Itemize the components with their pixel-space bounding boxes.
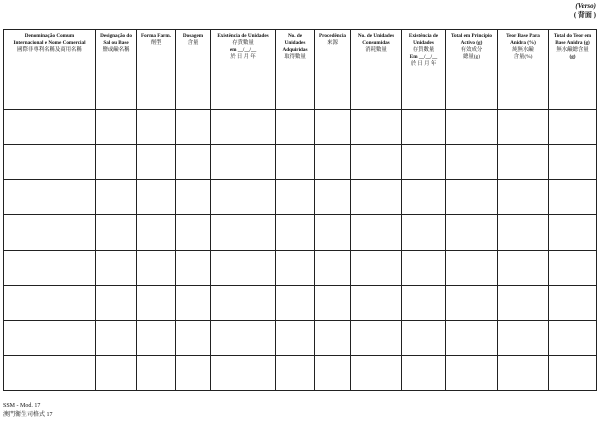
column-header-line: 含量 [187,40,199,46]
column-header-line: Consumidas [362,40,390,46]
table-cell[interactable] [446,215,498,250]
table-cell[interactable] [446,145,498,180]
table-cell[interactable] [4,110,96,145]
table-cell[interactable] [446,180,498,215]
table-cell[interactable] [137,355,176,390]
table-cell[interactable] [402,110,446,145]
table-row [4,355,597,390]
table-row [4,180,597,215]
column-header-line: Activo (g) [460,40,483,46]
column-header-line: Internacional e Nome Comercial [13,40,86,46]
table-cell[interactable] [176,145,211,180]
column-header [96,30,137,110]
table-cell[interactable] [498,145,549,180]
column-header-line: Unidades [284,40,306,46]
table-cell[interactable] [315,355,351,390]
table-row [4,320,597,355]
table-cell[interactable] [446,355,498,390]
table-cell[interactable] [498,180,549,215]
column-header-line: Adquiridas [282,47,308,53]
table-cell[interactable] [498,250,549,285]
column-header [446,30,498,110]
table-cell[interactable] [498,215,549,250]
table-cell[interactable] [137,215,176,250]
table-row [4,285,597,320]
table-cell[interactable] [211,180,276,215]
column-header-line: 純無水鹼 [512,47,534,53]
table-cell[interactable] [137,180,176,215]
table-cell[interactable] [498,320,549,355]
table-cell[interactable] [351,320,402,355]
column-header [211,30,276,110]
table-cell[interactable] [137,250,176,285]
table-cell[interactable] [276,215,315,250]
column-header-line: 於 日 月 年 [410,61,437,67]
table-cell[interactable] [498,355,549,390]
table-cell[interactable] [96,250,137,285]
column-header-line: 總量(g) [462,54,481,60]
column-header-line: Sal ou Base [103,40,129,46]
column-header-line: 於 日 月 年 [230,54,256,60]
table-cell[interactable] [211,145,276,180]
column-header-line: Dosagem [182,33,204,39]
table-cell[interactable] [176,110,211,145]
table-cell[interactable] [276,285,315,320]
table-cell[interactable] [176,320,211,355]
column-header-line: Base Anidra (g) [555,40,590,46]
verso-text-zh: ( 背面 ) [573,11,596,19]
table-cell[interactable] [315,145,351,180]
table-cell[interactable] [96,320,137,355]
table-cell[interactable] [446,250,498,285]
table-cell[interactable] [4,250,96,285]
column-header-line: 存貨數量 [232,40,254,46]
table-cell[interactable] [351,180,402,215]
column-header [137,30,176,110]
form-footer [3,402,53,420]
table-cell[interactable] [211,250,276,285]
column-header-line: (g) [569,54,576,60]
column-header-line: Designação do [100,33,132,39]
table-cell[interactable] [351,250,402,285]
table-cell[interactable] [276,110,315,145]
table-cell[interactable] [4,180,96,215]
table-cell[interactable] [137,285,176,320]
table-cell[interactable] [96,110,137,145]
column-header [315,30,351,110]
column-header-line: Total em Princípio [450,33,493,39]
table-cell[interactable] [211,215,276,250]
table-cell[interactable] [446,110,498,145]
table-cell[interactable] [4,320,96,355]
column-header [176,30,211,110]
column-header-line: 鹽或鹼名稱 [102,47,130,53]
column-header-line: Teor Base Para [506,33,540,39]
table-cell[interactable] [96,355,137,390]
table-cell[interactable] [211,320,276,355]
column-header [351,30,402,110]
table-cell[interactable] [402,145,446,180]
table-cell[interactable] [211,355,276,390]
table-cell[interactable] [498,110,549,145]
table-cell[interactable] [96,145,137,180]
table-cell[interactable] [315,320,351,355]
table-cell[interactable] [549,355,597,390]
column-header-line: 含量(%) [513,54,533,60]
table-cell[interactable] [276,180,315,215]
column-header [276,30,315,110]
table-cell[interactable] [96,180,137,215]
column-header-line: Existência de Unidades [217,33,269,39]
table-cell[interactable] [402,180,446,215]
table-row [4,110,597,145]
column-header-line: em __/__/__ [229,47,257,53]
table-cell[interactable] [446,285,498,320]
column-header-line: 來源 [327,40,338,46]
table-cell[interactable] [276,145,315,180]
column-header-line: No. de [287,33,303,39]
table-cell[interactable] [351,110,402,145]
table-cell[interactable] [549,250,597,285]
column-header-line: 取得數量 [284,54,306,60]
table-cell[interactable] [315,250,351,285]
column-header-line: 有效成分 [460,47,483,53]
table-cell[interactable] [176,355,211,390]
table-cell[interactable] [276,355,315,390]
table-cell[interactable] [549,110,597,145]
table-cell[interactable] [498,285,549,320]
table-cell[interactable] [137,145,176,180]
column-header-line: 存貨數量 [412,47,435,53]
table-cell[interactable] [137,320,176,355]
column-header [498,30,549,110]
table-cell[interactable] [211,110,276,145]
table-cell[interactable] [315,215,351,250]
table-cell[interactable] [402,320,446,355]
table-cell[interactable] [176,180,211,215]
table-cell[interactable] [549,320,597,355]
column-header-line: 消耗數量 [365,47,387,53]
table-cell[interactable] [211,285,276,320]
table-cell[interactable] [402,355,446,390]
column-header-line: 劑型 [150,40,162,46]
form-code-zh: 澳門衛生司格式 17 [3,412,53,418]
table-cell[interactable] [315,180,351,215]
table-row [4,250,597,285]
table-cell[interactable] [351,355,402,390]
table-cell[interactable] [4,355,96,390]
table-cell[interactable] [276,320,315,355]
verso-label [574,2,596,20]
table-cell[interactable] [176,285,211,320]
table-cell[interactable] [176,250,211,285]
column-header-line: Unidades [413,40,434,46]
table-cell[interactable] [446,320,498,355]
column-header-line: Existência de [408,33,439,39]
column-header-line: Forma Farm. [141,33,171,39]
column-header-line: Em __/__/__ [409,54,438,60]
table-cell[interactable] [4,145,96,180]
table-cell[interactable] [549,215,597,250]
table-cell[interactable] [4,285,96,320]
table-row [4,215,597,250]
column-header [549,30,597,110]
table-cell[interactable] [402,285,446,320]
column-header-line: No. de Unidades [357,33,395,39]
column-header [4,30,96,110]
table-cell[interactable] [276,250,315,285]
form-code: SSM - Mod. 17 [3,403,41,409]
table-body [4,110,597,391]
table-cell[interactable] [96,215,137,250]
column-header-line: Total do Teor em [553,33,592,39]
column-header-line: 無水鹼總含量 [556,47,589,53]
table-cell[interactable] [96,285,137,320]
table-cell[interactable] [351,285,402,320]
table-cell[interactable] [4,215,96,250]
table-cell[interactable] [402,250,446,285]
table-cell[interactable] [176,215,211,250]
table-cell[interactable] [549,145,597,180]
column-header-line: Procedência [319,33,346,39]
table-cell[interactable] [402,215,446,250]
column-header-line: Denominação Comum [24,33,75,39]
column-header-line: Anidra (%) [510,40,536,46]
table-row [4,145,597,180]
table-cell[interactable] [351,145,402,180]
verso-text: (Verso) [575,2,596,10]
column-header [402,30,446,110]
table-cell[interactable] [315,285,351,320]
table-cell[interactable] [351,215,402,250]
column-header-line: 國際非專利名稱及商用名稱 [17,47,82,53]
table-cell[interactable] [315,110,351,145]
register-table [3,29,597,391]
table-cell[interactable] [549,285,597,320]
table-cell[interactable] [137,110,176,145]
table-cell[interactable] [549,180,597,215]
header-row [4,30,597,110]
